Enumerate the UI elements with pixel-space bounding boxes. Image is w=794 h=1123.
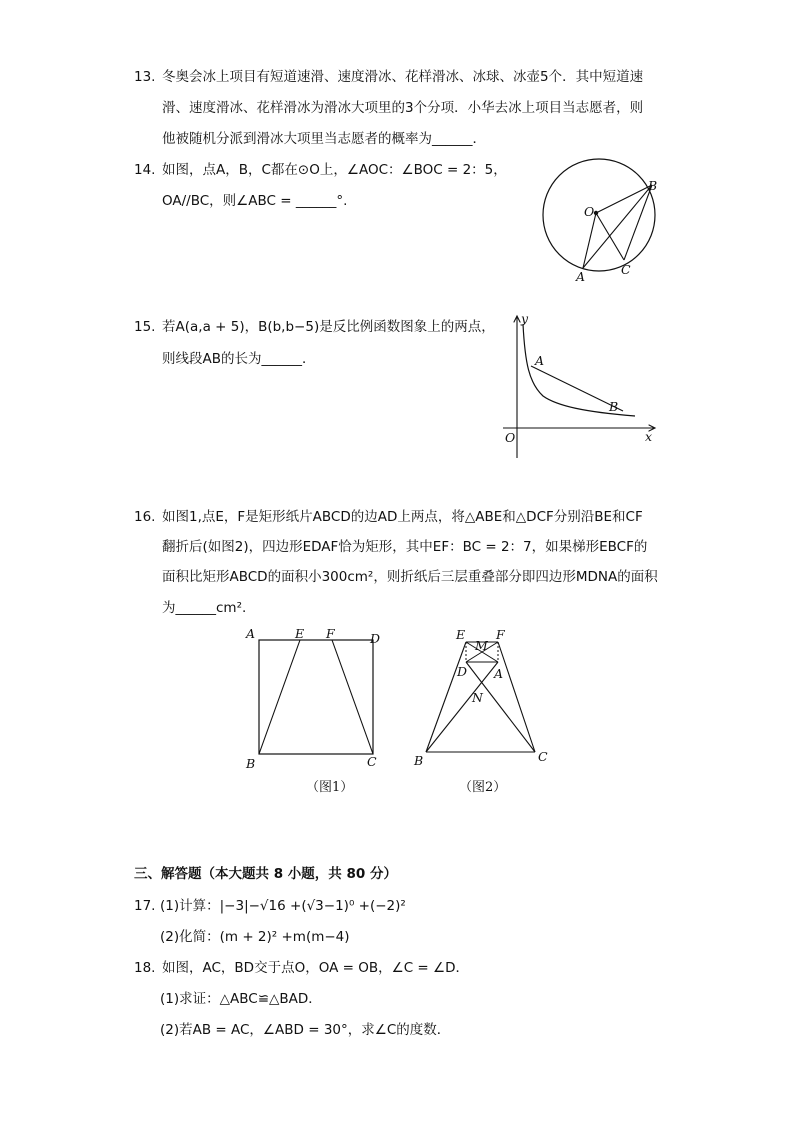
section-3-title: 三、解答题（本大题共 8 小题，共 80 分） [134, 866, 397, 882]
segment-eb [426, 642, 466, 752]
figure-2-caption: （图2） [459, 780, 507, 795]
q16-figure-2 [408, 624, 556, 770]
q16-number: 16. [134, 509, 156, 525]
q18-part2: (2)若AB = AC，∠ABD = 30°，求∠C的度数． [160, 1022, 451, 1038]
label-f: F [496, 627, 505, 642]
label-o: O [505, 430, 516, 445]
label-e: E [456, 627, 466, 642]
segment-fc [498, 642, 535, 752]
label-c: C [367, 754, 377, 769]
q18-number: 18. [134, 960, 156, 976]
q14-number: 14. [134, 162, 156, 178]
rectangle-abcd [259, 640, 373, 754]
label-d: D [370, 631, 381, 646]
q17-number: 17. [134, 898, 156, 914]
q16-line4: 为______cm². [162, 600, 247, 616]
q17-part1: (1)计算：|−3|−√16 +(√3−1)⁰ +(−2)² [160, 898, 406, 914]
label-f: F [326, 626, 335, 641]
segment-be [259, 640, 300, 754]
q13-line1: 冬奥会冰上项目有短道速滑、速度滑冰、花样滑冰、冰球、冰壶5个．其中短道速 [162, 69, 644, 85]
label-a: A [535, 353, 545, 368]
figure-1-caption: （图1） [306, 780, 354, 795]
q13-number: 13. [134, 69, 156, 85]
q14-line1: 如图，点A，B，C都在⊙O上，∠AOC：∠BOC = 2：5， [162, 162, 507, 178]
q14-line2: OA//BC，则∠ABC = ______°. [162, 193, 348, 209]
q15-number: 15. [134, 319, 156, 335]
label-x: x [645, 429, 653, 444]
label-a: A [246, 626, 256, 641]
q17-part2: (2)化简：(m + 2)² +m(m−4) [160, 929, 350, 945]
segment-oc [596, 213, 624, 260]
q13-line3: 他被随机分派到滑冰大项里当志愿者的概率为______． [162, 131, 486, 147]
label-y: y [521, 311, 529, 326]
label-a: A [494, 666, 504, 681]
label-e: E [295, 626, 305, 641]
q16-line3: 面积比矩形ABCD的面积小300cm²，则折纸后三层重叠部分即四边形MDNA的面积 [162, 569, 658, 585]
q15-line2: 则线段AB的长为______． [162, 351, 316, 367]
label-b: B [414, 753, 424, 768]
label-c: C [621, 262, 631, 277]
segment-bc [624, 185, 652, 260]
circle-o [543, 159, 658, 271]
label-c: C [538, 749, 548, 764]
q16-figure-1 [240, 624, 390, 774]
q16-line2: 翻折后(如图2)，四边形EDAF恰为矩形，其中EF：BC = 2：7，如果梯形EBCF的 [162, 539, 648, 555]
label-b: B [609, 399, 619, 414]
q15-line1: 若A(a,a + 5)，B(b,b−5)是反比例函数图象上的两点， [162, 319, 495, 335]
label-o: O [584, 204, 595, 219]
label-m: M [475, 638, 488, 653]
label-d: D [457, 664, 468, 679]
q18-line1: 如图，AC，BD交于点O，OA = OB，∠C = ∠D． [162, 960, 470, 976]
q18-part1: (1)求证：△ABC≌△BAD． [160, 991, 322, 1007]
q13-line2: 滑、速度滑冰、花样滑冰为滑冰大项里的3个分项．小华去冰上项目当志愿者，则 [162, 100, 644, 116]
label-a: A [576, 269, 586, 284]
q14-circle-figure [535, 155, 665, 285]
label-b: B [648, 178, 658, 193]
label-n: N [472, 690, 483, 705]
q16-line1: 如图1,点E，F是矩形纸片ABCD的边AD上两点，将△ABE和△DCF分别沿BE和CF [162, 509, 643, 525]
segment-cf [332, 640, 373, 754]
q15-hyperbola-figure [495, 308, 665, 460]
label-b: B [246, 756, 256, 771]
